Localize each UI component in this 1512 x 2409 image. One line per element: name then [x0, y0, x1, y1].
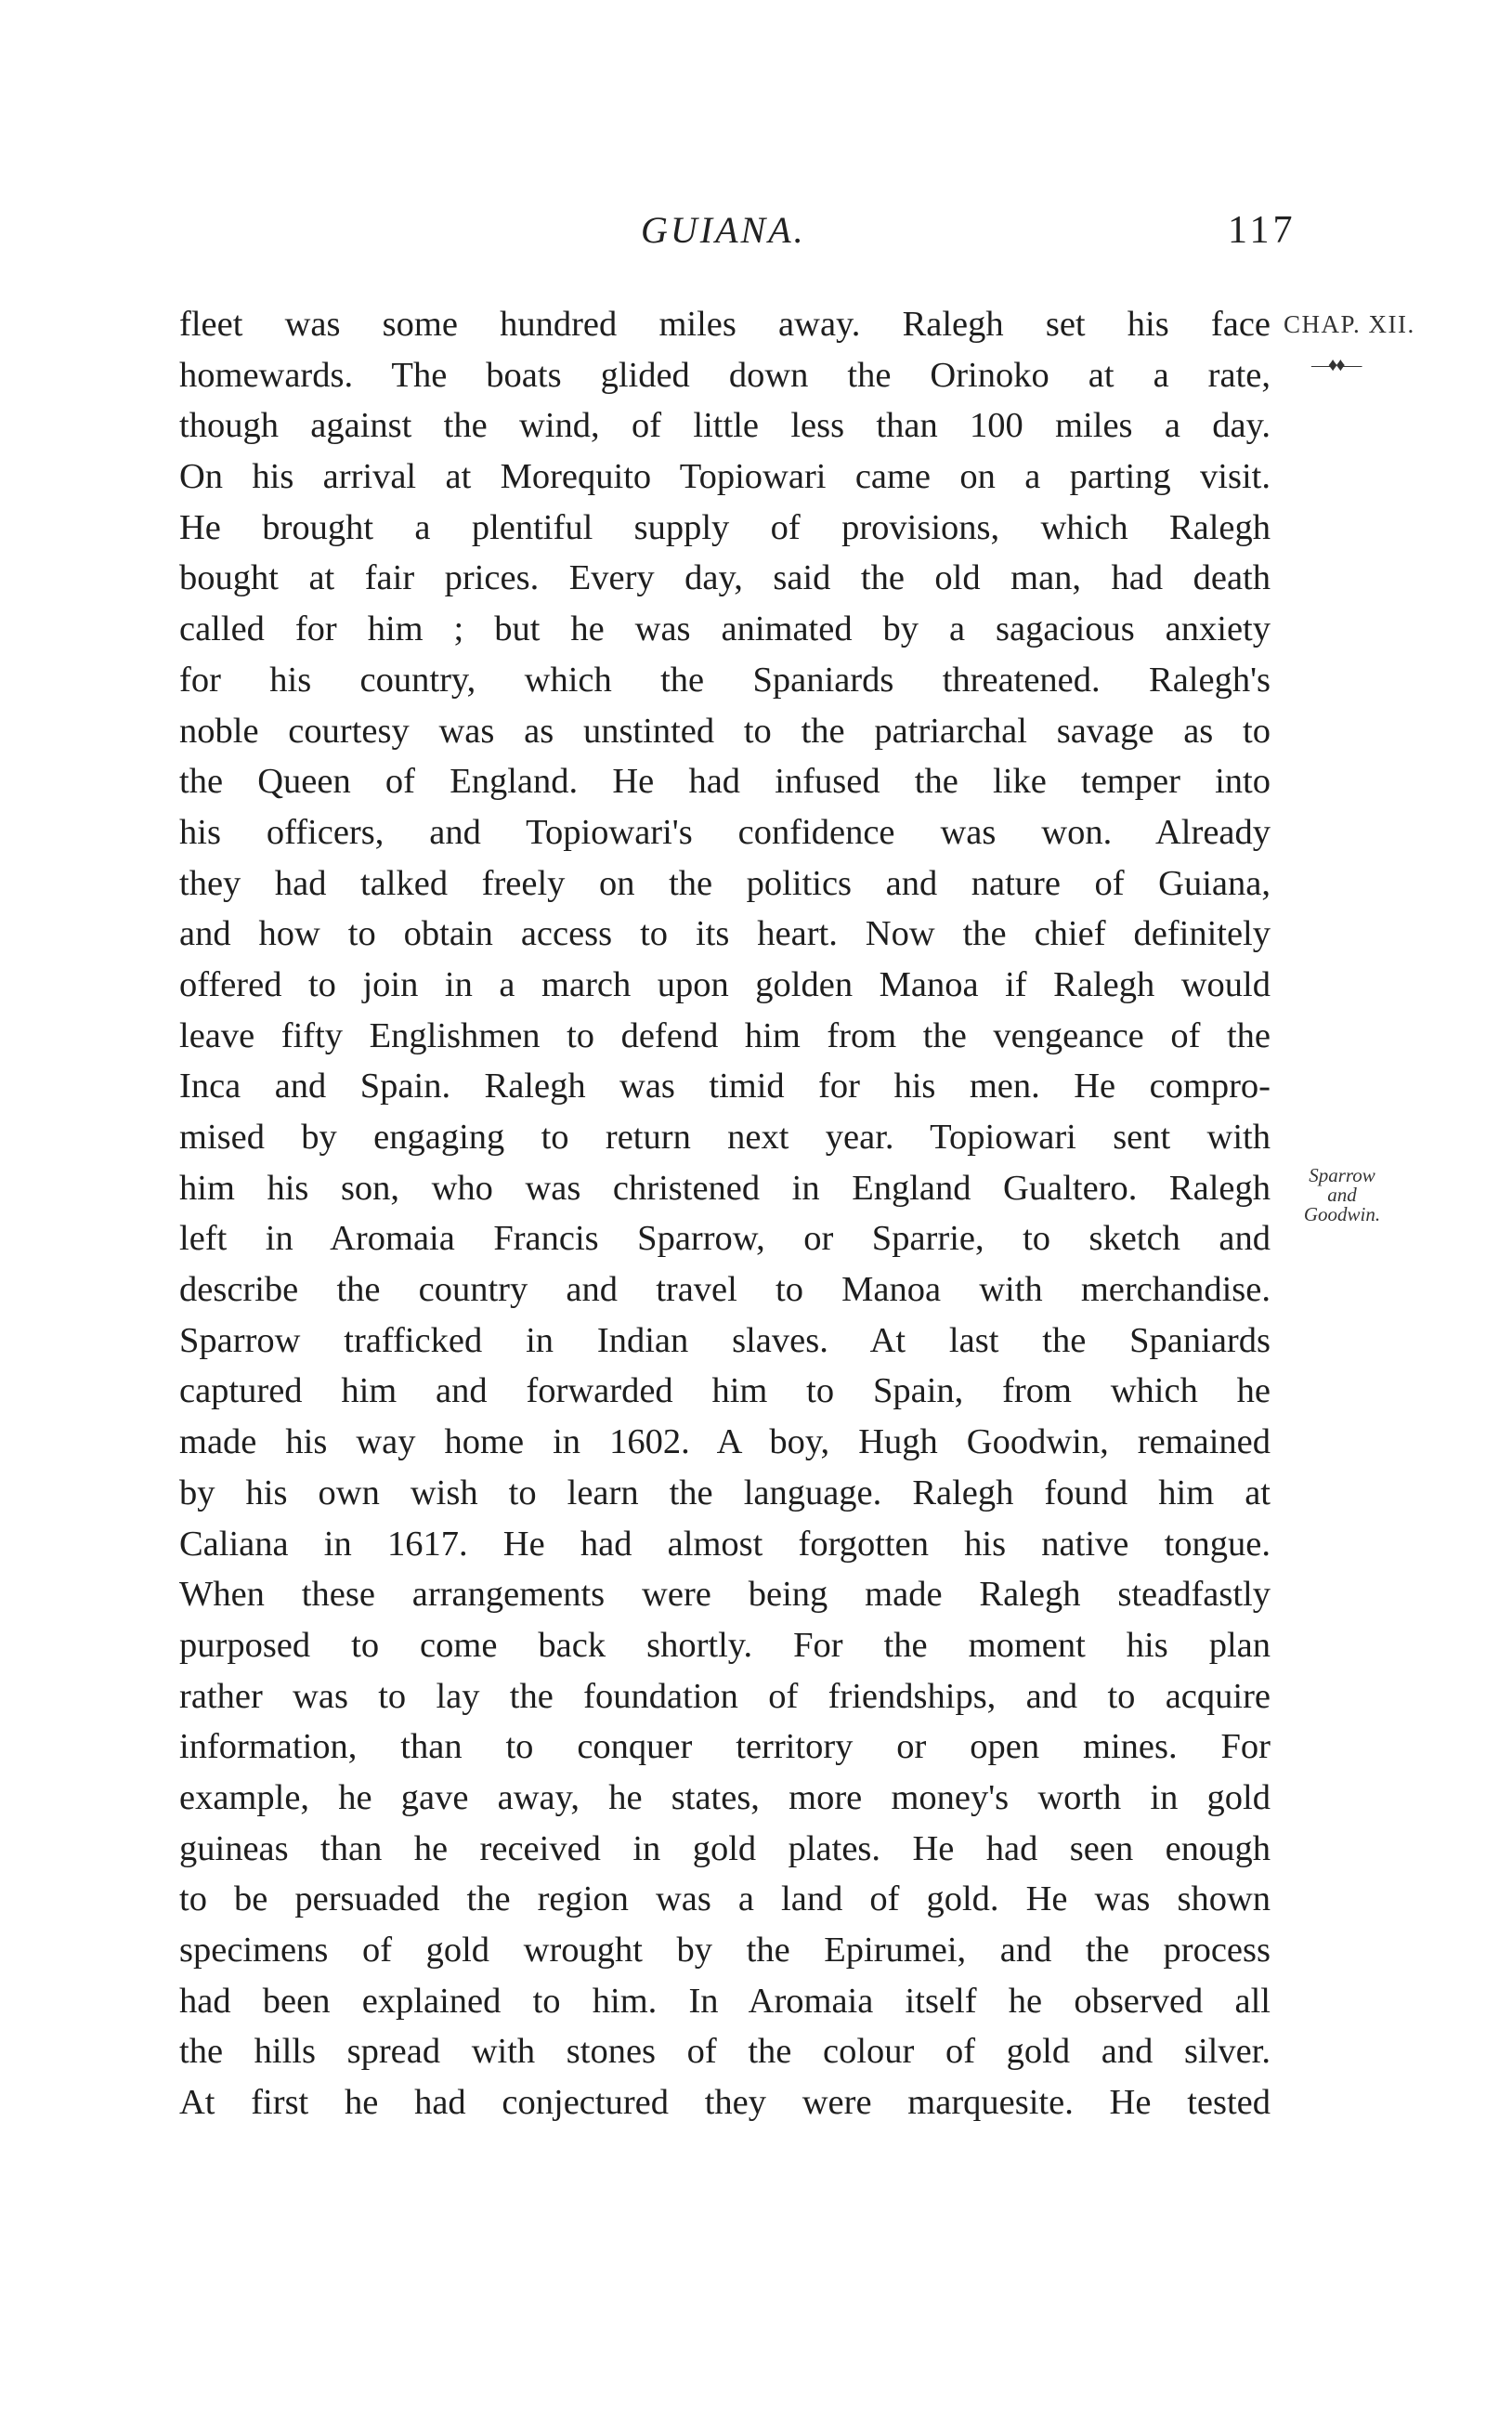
ornament-divider: —♦♦— — [1311, 355, 1361, 375]
marginal-sidenote — [1277, 1166, 1407, 1224]
text-line: by his own wish to learn the language. Ralegh found him at — [179, 1473, 1271, 1512]
text-line: captured him and forwarded him to Spain, from which he — [179, 1371, 1271, 1411]
text-line: At first he had conjectured they were marquesite. He tested — [179, 2083, 1271, 2123]
text-line: example, he gave away, he states, more money's worth in gold — [179, 1777, 1271, 1817]
text-line: homewards. The boats glided down the Orinoko at a rate, — [179, 355, 1271, 395]
running-title: GUIANA. — [641, 209, 806, 251]
text-line: though against the wind, of little less than 100 miles a day. — [179, 406, 1271, 446]
sidenote-line: and — [1327, 1184, 1357, 1206]
text-line: mised by engaging to return next year. Topiowari sent with — [179, 1118, 1271, 1157]
text-line: When these arrangements were being made Ralegh steadfastly — [179, 1575, 1271, 1615]
text-line: to be persuaded the region was a land of gold. He was shown — [179, 1879, 1271, 1919]
chapter-marginal-label: CHAP. XII. — [1284, 310, 1415, 338]
text-line: for his country, which the Spaniards threatened. Ralegh's — [179, 660, 1271, 700]
running-head — [0, 208, 1512, 273]
text-line: rather was to lay the foundation of friendships, and to acquire — [179, 1676, 1271, 1716]
text-line: leave fifty Englishmen to defend him from the vengeance of the — [179, 1015, 1271, 1055]
text-line: and how to obtain access to its heart. Now the chief definitely — [179, 914, 1271, 954]
text-line: describe the country and travel to Manoa with merchandise. — [179, 1270, 1271, 1310]
text-line: his officers, and Topiowari's confidence was won. Already — [179, 812, 1271, 852]
text-line: had been explained to him. In Aromaia itself he observed all — [179, 1981, 1271, 2021]
text-line: fleet was some hundred miles away. Ralegh set his face — [179, 305, 1271, 344]
text-line: purposed to come back shortly. For the moment his plan — [179, 1625, 1271, 1665]
text-line: the hills spread with stones of the colour of gold and silver. — [179, 2032, 1271, 2072]
text-line: guineas than he received in gold plates. He had seen enough — [179, 1828, 1271, 1868]
text-line: specimens of gold wrought by the Epirumei, and the process — [179, 1931, 1271, 1970]
text-line: him his son, who was christened in England Gualtero. Ralegh — [179, 1168, 1271, 1208]
text-line: bought at fair prices. Every day, said the old man, had death — [179, 558, 1271, 598]
text-line: Caliana in 1617. He had almost forgotten his native tongue. — [179, 1524, 1271, 1564]
text-line: called for him ; but he was animated by a sagacious anxiety — [179, 609, 1271, 649]
sidenote-line: Sparrow — [1309, 1164, 1375, 1186]
text-line: offered to join in a march upon golden Manoa if Ralegh would — [179, 964, 1271, 1004]
sidenote-line: Goodwin. — [1303, 1203, 1381, 1225]
text-line: information, than to conquer territory or open mines. For — [179, 1727, 1271, 1767]
body-text — [179, 299, 1271, 2128]
text-line: On his arrival at Morequito Topiowari came on a parting visit. — [179, 457, 1271, 497]
text-line: they had talked freely on the politics and nature of Guiana, — [179, 863, 1271, 903]
text-line: noble courtesy was as unstinted to the patriarchal savage as to — [179, 711, 1271, 751]
text-line: Inca and Spain. Ralegh was timid for his men. He compro- — [179, 1067, 1271, 1106]
text-line: Sparrow trafficked in Indian slaves. At last the Spaniards — [179, 1320, 1271, 1360]
text-line: left in Aromaia Francis Sparrow, or Sparrie, to sketch and — [179, 1219, 1271, 1259]
text-line: made his way home in 1602. A boy, Hugh Goodwin, remained — [179, 1422, 1271, 1462]
text-line: He brought a plentiful supply of provisions, which Ralegh — [179, 507, 1271, 547]
text-line: the Queen of England. He had infused the like temper into — [179, 762, 1271, 802]
page-number: 117 — [1228, 209, 1297, 252]
